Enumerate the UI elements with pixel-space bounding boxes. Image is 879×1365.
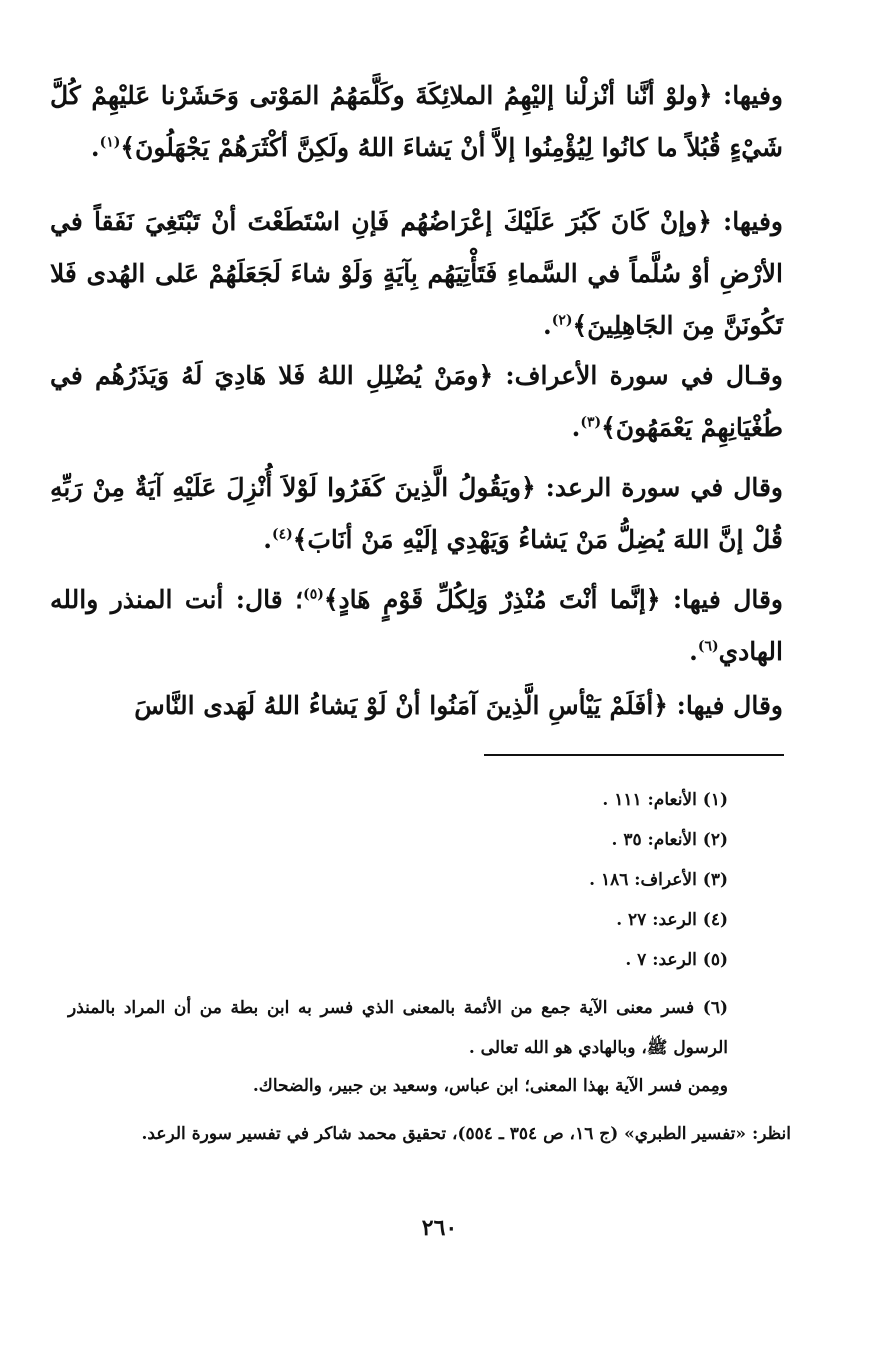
footnote-4: (٤) الرعد: ٢٧ .: [616, 910, 728, 930]
page-number: ٢٦٠: [421, 1215, 458, 1241]
footnote-ref: (٤): [271, 526, 293, 543]
footnote-ref: (٢): [551, 312, 573, 329]
paragraph-3: وقـال في سورة الأعراف: ﴿ومَنْ يُضْلِلِ اللهُ فَلا هَادِيَ لَهُ وَيَذَرُهُم في طُغْيَانِهِمْ يَعْمَهُونَ﴾$^{(٣)}$.: [50, 361, 783, 442]
footnote-ref: (٦): [697, 638, 719, 655]
paragraph-2: وفيها: ﴿وإنْ كَانَ كَبُرَ عَلَيْكَ إعْرَاضُهُم فَإنِ اسْتَطَعْتَ أنْ تَبْتَغِيَ نَفَقاً في الأرْضِ أوْ سُلَّماً في السَّماءِ فَتَأْتِيَهُم بِآيَةٍ وَلَوْ شاءَ لَجَعَلَهُمْ عَلى الهُدى فَلا تَكُونَنَّ مِنَ الجَاهِلِينَ﴾$^{(٢)}$.: [50, 207, 783, 340]
paragraph-text: وقال فيها: ﴿إنَّما أنْتَ مُنْذِرٌ وَلِكُلِّ قَوْمٍ هَادٍ﴾: [323, 585, 784, 614]
paragraph-6: [50, 680, 783, 732]
footnote-6-continued: ومِمن فسر الآية بهذا المعنى؛ ابن عباس، وسعيد بن جبير، والضحاك.: [252, 1076, 728, 1096]
paragraph-text: وقـال في سورة الأعراف: ﴿ومَنْ يُضْلِلِ اللهُ فَلا هَادِيَ لَهُ وَيَذَرُهُم في طُغْيَانِهِمْ يَعْمَهُونَ﴾: [50, 361, 783, 442]
footnote-ref: (١): [99, 134, 121, 151]
paragraph-4: وقال في سورة الرعد: ﴿ويَقُولُ الَّذِينَ كَفَرُوا لَوْلاَ أُنْزِلَ عَلَيْهِ آيَةٌ مِنْ رَبِّهِ قُلْ إنَّ اللهَ يُضِلُّ مَنْ يَشاءُ وَيَهْدِي إلَيْهِ مَنْ أنَابَ﴾$^{(٤)}$.: [50, 473, 783, 554]
paragraph-text: وفيها: ﴿ولوْ أنَّنا أنْزلْنا إليْهِمُ الملائِكَةَ وكَلَّمَهُمُ المَوْتى وَحَشَرْنا عَليْهِمْ كُلَّ شَيْءٍ قُبُلاً ما كانُوا لِيُؤْمِنُوا إلاَّ أنْ يَشاءَ اللهُ ولَكِنَّ أكْثَرَهُمْ يَجْهَلُونَ﴾: [50, 81, 783, 162]
footnote-ref: (٥): [303, 586, 324, 603]
footnote-ref: (٣): [580, 414, 602, 431]
footnote-3: (٣) الأعراف: ١٨٦ .: [589, 870, 728, 890]
footnote-5: (٥) الرعد: ٧ .: [625, 950, 728, 970]
paragraph-text-after: ؛ قال: أنت المنذر والله الهادي: [50, 585, 783, 666]
footnote-6-source: انظر: «تفسير الطبري» (ج ١٦، ص ٣٥٤ ـ ٥٥٤)، تحقيق محمد شاكر في تفسير سورة الرعد.: [141, 1124, 791, 1144]
paragraph-1: وفيها: ﴿ولوْ أنَّنا أنْزلْنا إليْهِمُ الملائِكَةَ وكَلَّمَهُمُ المَوْتى وَحَشَرْنا عَليْهِمْ كُلَّ شَيْءٍ قُبُلاً ما كانُوا لِيُؤْمِنُوا إلاَّ أنْ يَشاءَ اللهُ ولَكِنَّ أكْثَرَهُمْ يَجْهَلُونَ﴾$^{(١)}$.: [50, 81, 783, 162]
paragraph-text: وقال فيها: ﴿أفَلَمْ يَيْأسِ الَّذِينَ آمَنُوا أنْ لَوْ يَشاءُ اللهُ لَهَدى النَّاسَ: [134, 691, 783, 720]
paragraph-5: وقال فيها: ﴿إنَّما أنْتَ مُنْذِرٌ وَلِكُلِّ قَوْمٍ هَادٍ﴾$^{(٥)}$؛ قال: أنت المنذر والله الهادي$^{(٦)}$.: [50, 585, 784, 666]
footnote-6: (٦) فسر معنى الآية جمع من الأئمة بالمعنى الذي فسر به ابن بطة من أن المراد بالمنذر الرسول ﷺ، وبالهادي هو الله تعالى .: [68, 998, 728, 1058]
footnote-divider: [484, 754, 784, 756]
footnote-2: (٢) الأنعام: ٣٥ .: [611, 830, 728, 850]
paragraph-text: وفيها: ﴿وإنْ كَانَ كَبُرَ عَلَيْكَ إعْرَاضُهُم فَإنِ اسْتَطَعْتَ أنْ تَبْتَغِيَ نَفَقاً في الأرْضِ أوْ سُلَّماً في السَّماءِ فَتَأْتِيَهُم بِآيَةٍ وَلَوْ شاءَ لَجَعَلَهُمْ عَلى الهُدى فَلا تَكُونَنَّ مِنَ الجَاهِلِينَ﴾: [50, 207, 783, 340]
footnote-1: (١) الأنعام: ١١١ .: [602, 790, 728, 810]
paragraph-text: وقال في سورة الرعد: ﴿ويَقُولُ الَّذِينَ كَفَرُوا لَوْلاَ أُنْزِلَ عَلَيْهِ آيَةٌ مِنْ رَبِّهِ قُلْ إنَّ اللهَ يُضِلُّ مَنْ يَشاءُ وَيَهْدِي إلَيْهِ مَنْ أنَابَ﴾: [50, 473, 783, 554]
